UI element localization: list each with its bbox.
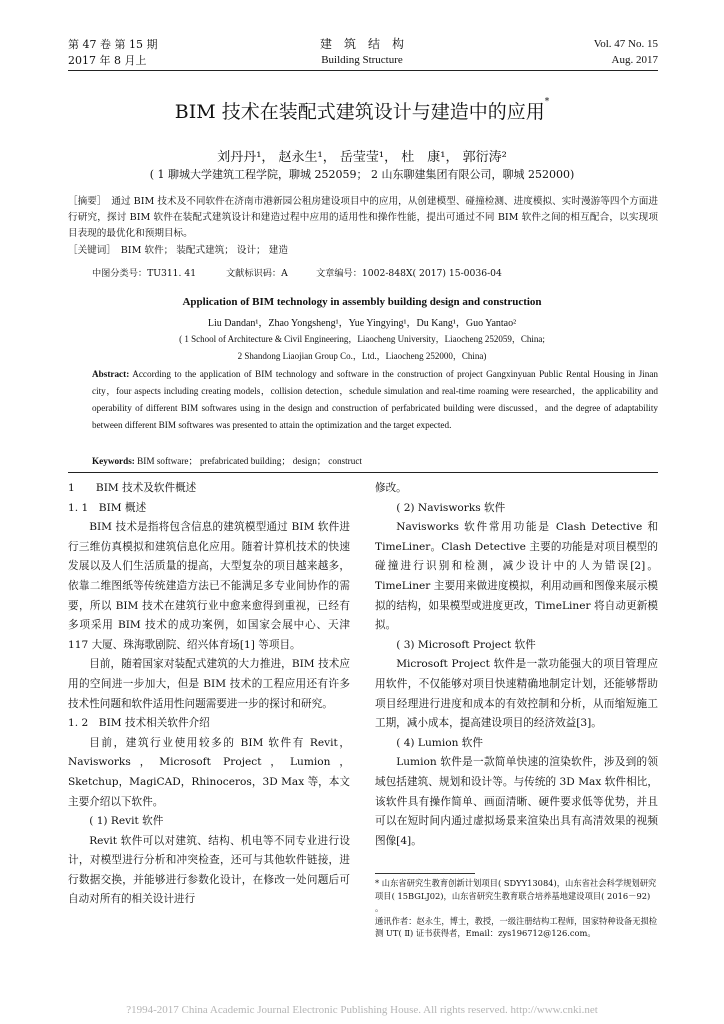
left-column: [68, 479, 350, 910]
title-footnote-mark: *: [544, 97, 550, 107]
article-number: 文章编号：1002-848X( 2017) 15-0036-04: [316, 268, 502, 279]
volume-issue-en: Vol. 47 No. 15: [593, 38, 658, 50]
english-abstract-text: According to the application of BIM technology and software in the construction of project Gangxinyuan Public Rental Housing in Jinan city，four aspects including creating models，collision detection，schedule simulation and real-time roaming were researched，the applicability and operability of different BIM softwares using in the design and construction of perfabricated building were discussed，and the degree of adaptability between different BIM softwares was presented to attain the optimization and the target expected.: [92, 369, 658, 431]
keywords-label: Keywords:: [92, 456, 135, 466]
english-keywords: [92, 453, 362, 467]
footnote: [375, 877, 659, 940]
subsection-navisworks: ( 2) Navisworks 软件: [396, 501, 506, 514]
english-affiliation-1: ( 1 School of Architecture & Civil Engineering，Liaocheng University，Liaocheng 252059，China;: [179, 334, 545, 344]
english-affiliation-2: 2 Shandong Liaojian Group Co.，Ltd.，Liaocheng 252000，China): [237, 351, 487, 361]
cnki-watermark: ?1994-2017 China Academic Journal Electronic Publishing House. All rights reserved. http://www.cnki.net: [126, 1004, 598, 1016]
authors-cn: 刘丹丹¹， 赵永生¹， 岳莹莹¹， 杜 康¹， 郭衍涛²: [217, 150, 507, 165]
abstract-cn: ［摘要］ 通过 BIM 技术及不同软件在济南市港新园公租房建设项目中的应用，从创建模型、碰撞检测、进度模拟、实时漫游等四个方面进行研究，探讨 BIM 软件在装配式建筑设计和建造过程中应用的适用性和操作性能，提出可通过不同 BIM 软件之间的相互配合，以实现项目表现的最优化和预期目标。: [68, 196, 658, 240]
subsection-revit: ( 1) Revit 软件: [89, 815, 164, 828]
author-note: 通讯作者：赵永生，博士，教授，一级注册结构工程师，国家特种设备无损检测 UT( Ⅱ) 证书获得者，Email：zys196712@126.com。: [375, 915, 658, 939]
date-en: Aug. 2017: [611, 54, 658, 66]
classification-number: 中图分类号：TU311. 41: [92, 268, 197, 279]
footnote-rule: [375, 873, 475, 874]
volume-issue-cn: 第 47 卷 第 15 期: [68, 38, 158, 51]
header-rule: [68, 70, 658, 71]
date-cn: 2017 年 8 月上: [68, 54, 147, 67]
paper-title: BIM 技术在装配式建筑设计与建造中的应用*: [174, 97, 550, 123]
paragraph: Microsoft Project 软件是一款功能强大的项目管理应用软件，不仅能够对项目快速精确地制定计划，还能够帮助项目经理进行进度和成本的有效控制和分析，从而缩短施工工期，减小成本，提高建设项目的经济效益[3]。: [375, 658, 658, 730]
affiliation-cn: ( 1 聊城大学建筑工程学院，聊城 252059； 2 山东聊建集团有限公司，聊城 252000): [149, 168, 575, 181]
section-1-1-heading: 1. 1 BIM 概述: [68, 501, 147, 514]
funding-note: * 山东省研究生教育创新计划项目( SDYY13084)，山东省社会科学规划研究项目( 15BGLJ02)，山东省研究生教育联合培养基地建设项目( 2016－92) 。: [375, 878, 657, 914]
paragraph: BIM 技术是指将包含信息的建筑模型通过 BIM 软件进行三维仿真模拟和建筑信息化应用。随着计算机技术的快速发展以及人们生活质量的提高，大型复杂的项目越来越多，依靠二维图纸等传统建造方法已不能满足多专业间协作的需要，所以 BIM 技术在建筑行业中愈来愈得到重视，已经有多项采用 BIM 技术的成功案例，如国家会展中心、天津 117 大厦、珠海歌剧院、绍兴体育场[1] 等项目。: [68, 521, 350, 651]
keywords-cn: ［关键词］ BIM 软件； 装配式建筑； 设计； 建造: [68, 245, 288, 256]
section-1-heading: 1 BIM 技术及软件概述: [68, 482, 197, 494]
english-title: Application of BIM technology in assembly building design and construction: [182, 296, 542, 308]
english-abstract: [92, 366, 658, 434]
subsection-lumion: ( 4) Lumion 软件: [396, 736, 483, 749]
paragraph: 目前，建筑行业使用较多的 BIM 软件有 Revit，Navisworks，Microsoft Project，Lumion，Sketchup，MagiCAD，Rhinoceros，3D Max 等，本文主要介绍以下软件。: [68, 736, 350, 808]
document-code: 文献标识码：A: [226, 268, 288, 279]
abstract-label: Abstract:: [92, 369, 130, 379]
journal-name-cn: 建 筑 结 构: [319, 37, 404, 51]
paragraph: Revit 软件可以对建筑、结构、机电等不同专业进行设计，对模型进行分析和冲突检查，还可与其他软件链接，进行数据交换，并能够进行参数化设计，在修改一处问题后可自动对所有的相关设计进行: [68, 834, 350, 906]
paragraph: 目前，随着国家对装配式建筑的大力推进，BIM 技术应用的空间进一步加大，但是 BIM 技术的工程应用还有许多技术性问题和软件适用性问题需要进一步的探讨和研究。: [68, 658, 350, 710]
section-1-2-heading: 1. 2 BIM 技术相关软件介绍: [68, 717, 210, 730]
paragraph: 修改。: [375, 482, 407, 494]
paragraph: Lumion 软件是一款简单快速的渲染软件，涉及到的领域包括建筑、规划和设计等。与传统的 3D Max 软件相比，该软件具有操作简单、画面清晰、硬件要求低等优势，并且可以在短时间内通过虚拟场景来渲染出具有高清效果的视频图像[4]。: [375, 756, 658, 847]
english-authors: Liu Dandan¹，Zhao Yongsheng¹，Yue Yingying¹，Du Kang¹，Guo Yantao²: [207, 318, 517, 329]
subsection-microsoft-project: ( 3) Microsoft Project 软件: [396, 638, 536, 651]
body-rule: [68, 472, 658, 473]
journal-name-en: Building Structure: [321, 54, 403, 66]
paragraph: Navisworks 软件常用功能是 Clash Detective 和 TimeLiner。Clash Detective 主要的功能是对项目模型的碰撞进行识别和检测，减少设计中的人为错误[2]。TimeLiner 主要用来做进度模拟，利用动画和图像来展示模拟的结构，如果模型或进度更改，TimeLiner 将自动更新模拟。: [375, 521, 658, 632]
english-keywords-text: BIM software； prefabricated building； design； construct: [137, 456, 362, 466]
right-column: [375, 479, 658, 851]
